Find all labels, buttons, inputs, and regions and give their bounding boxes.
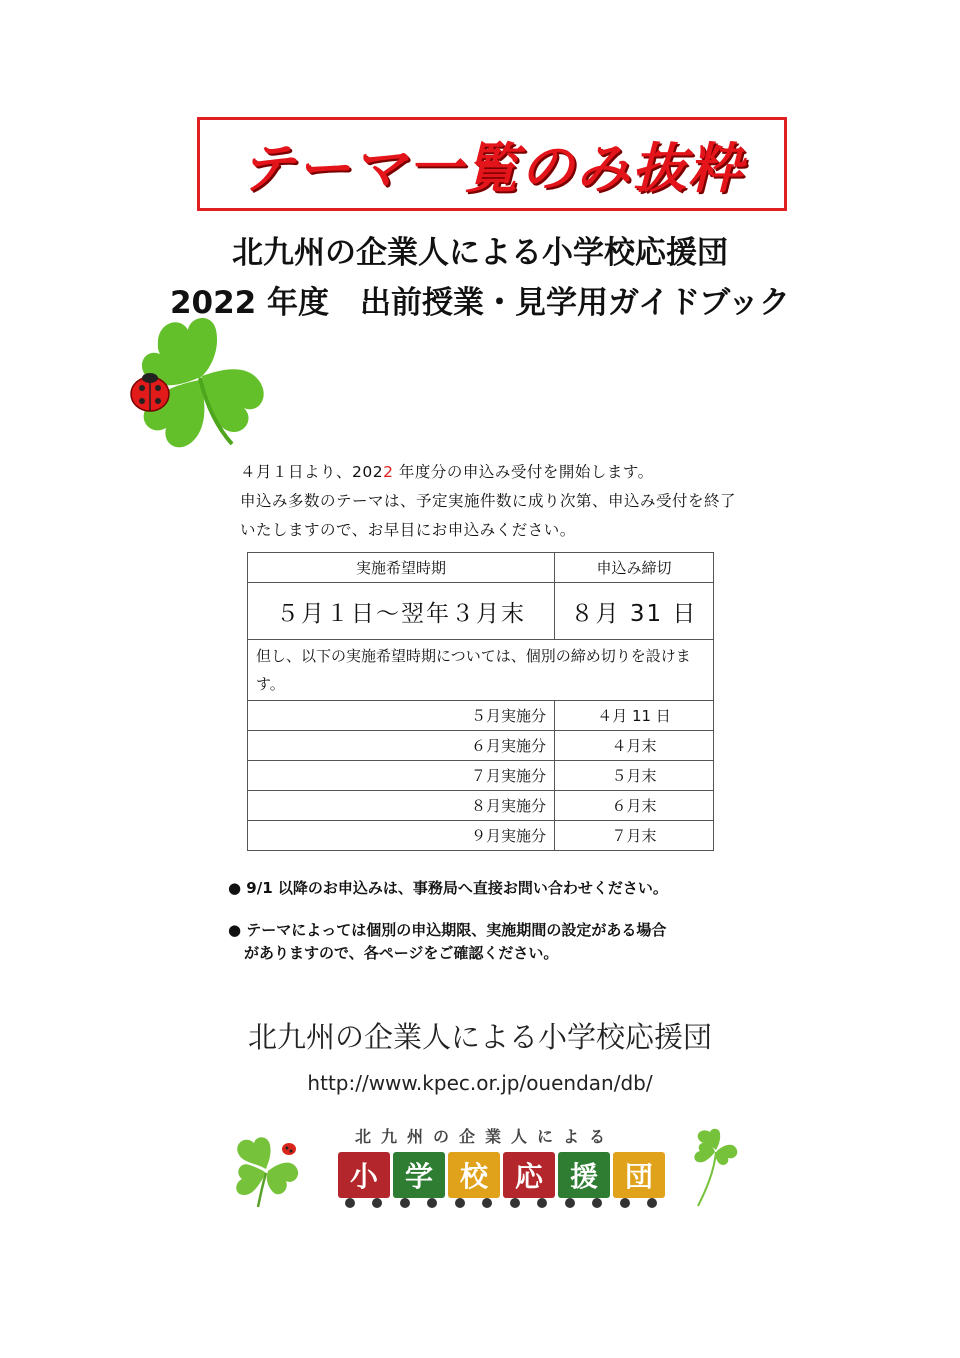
intro-line-1 <box>240 460 654 482</box>
logo-car-1: 小 <box>338 1152 390 1198</box>
four-leaf-clover-icon <box>128 308 278 450</box>
intro-line-1-red: 2 <box>383 463 394 481</box>
logo-car-4: 応 <box>503 1152 555 1198</box>
table-row <box>248 761 714 791</box>
row-label: ８月実施分 <box>248 791 555 821</box>
logo-wheel <box>482 1198 492 1208</box>
logo-car-6: 団 <box>613 1152 665 1198</box>
logo-subtitle: 北九州の企業人による <box>354 1127 615 1146</box>
logo-wheel <box>400 1198 410 1208</box>
logo-wheel <box>592 1198 602 1208</box>
logo-wheel <box>620 1198 630 1208</box>
title-line-1: 北九州の企業人による小学校応援団 <box>232 235 728 271</box>
banner-text: テーマ一覧のみ抜粋 <box>240 136 744 200</box>
table-row <box>248 731 714 761</box>
logo-wheel <box>345 1198 355 1208</box>
row-label: ９月実施分 <box>248 821 555 851</box>
row-deadline: ４月 11 日 <box>555 701 714 731</box>
row-deadline: ７月末 <box>555 821 714 851</box>
footer-url-link[interactable]: http://www.kpec.or.jp/ouendan/db/ <box>307 1071 653 1095</box>
row-label: ５月実施分 <box>248 701 555 731</box>
logo-wheel <box>427 1198 437 1208</box>
intro-line-2: 申込み多数のテーマは、予定実施件数に成り次第、申込み受付を終了 <box>240 492 737 510</box>
logo-wheel <box>510 1198 520 1208</box>
logo-car-5: 援 <box>558 1152 610 1198</box>
table-row <box>248 701 714 731</box>
row-deadline: ４月末 <box>555 731 714 761</box>
main-period: ５月１日～翌年３月末 <box>248 583 555 640</box>
logo-wheel <box>647 1198 657 1208</box>
intro-line-1-post: 年度分の申込み受付を開始します。 <box>393 463 654 481</box>
bullet-note-2: ● テーマによっては個別の申込期限、実施期間の設定がある場合 <box>228 921 667 939</box>
sprout-icon <box>690 1128 742 1208</box>
note-row <box>248 640 714 701</box>
row-label: ６月実施分 <box>248 731 555 761</box>
header-period: 実施希望時期 <box>248 553 555 583</box>
footer-org-name: 北九州の企業人による小学校応援団 <box>247 1020 712 1054</box>
table-header-row <box>248 553 714 583</box>
table-row <box>248 791 714 821</box>
intro-line-3: いたしますので、お早目にお申込みください。 <box>240 521 576 539</box>
row-deadline: ５月末 <box>555 761 714 791</box>
bullet-note-1: ● 9/1 以降のお申込みは、事務局へ直接お問い合わせください。 <box>228 879 668 897</box>
logo-wheel <box>372 1198 382 1208</box>
main-deadline: ８月 31 日 <box>555 583 714 640</box>
logo-wheel <box>565 1198 575 1208</box>
schedule-table <box>247 552 714 851</box>
table-row <box>248 821 714 851</box>
header-deadline: 申込み締切 <box>555 553 714 583</box>
banner-box <box>197 117 787 211</box>
intro-line-1-pre: ４月１日より、202 <box>240 463 384 481</box>
bullet-note-2-cont: がありますので、各ページをご確認ください。 <box>244 944 559 962</box>
logo-wheel <box>537 1198 547 1208</box>
logo-wheel <box>455 1198 465 1208</box>
main-period-row <box>248 583 714 640</box>
logo-car-3: 校 <box>448 1152 500 1198</box>
row-deadline: ６月末 <box>555 791 714 821</box>
logo-car-2: 学 <box>393 1152 445 1198</box>
note-text: 但し、以下の実施希望時期については、個別の締め切りを設けます。 <box>248 640 714 701</box>
title-line-2: 2022 年度 出前授業・見学用ガイドブック <box>169 285 791 321</box>
row-label: ７月実施分 <box>248 761 555 791</box>
